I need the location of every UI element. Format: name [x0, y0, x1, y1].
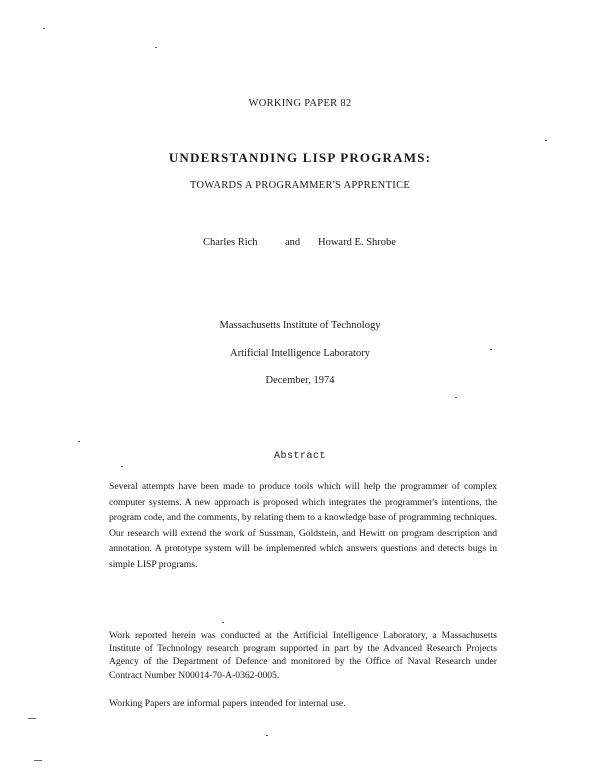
scan-speck [43, 28, 45, 29]
institution: Massachusetts Institute of Technology [219, 320, 381, 331]
scan-dash [34, 760, 42, 761]
author-conjunction: and [285, 237, 301, 248]
abstract-heading: Abstract [273, 451, 326, 462]
paper-title: UNDERSTANDING LISP PROGRAMS: [168, 150, 432, 165]
laboratory: Artificial Intelligence Laboratory [230, 348, 370, 359]
scan-speck [545, 140, 547, 141]
support-note: Work reported herein was conducted at the Artificial Intelligence Laboratory, a Massachusetts Institute of Technology research program supported in part by the Advanced Research Projects Agency of the Department of Defence and monitored by the Office of Naval Research under Contract Number N00014-70-A-0362-0005. [109, 630, 497, 681]
scan-speck [266, 735, 268, 736]
scan-speck [222, 622, 224, 623]
working-paper-number: WORKING PAPER 82 [248, 98, 352, 109]
abstract-body: Several attempts have been made to produce tools which will help the programmer of complex computer systems. A new approach is proposed which integrates the programmer's intentions, the program code, and the comments, by relating them to a knowledge base of programming techniques. Our research will extend the work of Sussman, Goldstein, and Hewitt on program description and annotation. A prototype system will be implemented which answers questions and detects bugs in simple LISP programs. [109, 481, 497, 570]
date: December, 1974 [265, 375, 335, 386]
paper-subtitle: TOWARDS A PROGRAMMER'S APPRENTICE [189, 180, 411, 191]
scan-speck [78, 441, 80, 442]
scan-dash [28, 718, 36, 719]
scan-speck [121, 466, 123, 467]
scan-speck [155, 47, 157, 48]
informal-note: Working Papers are informal papers intended for internal use. [109, 698, 346, 709]
scan-speck [490, 349, 492, 350]
author-charles-rich: Charles Rich [203, 237, 258, 248]
scan-speck [455, 397, 457, 398]
author-howard-shrobe: Howard E. Shrobe [318, 237, 396, 248]
